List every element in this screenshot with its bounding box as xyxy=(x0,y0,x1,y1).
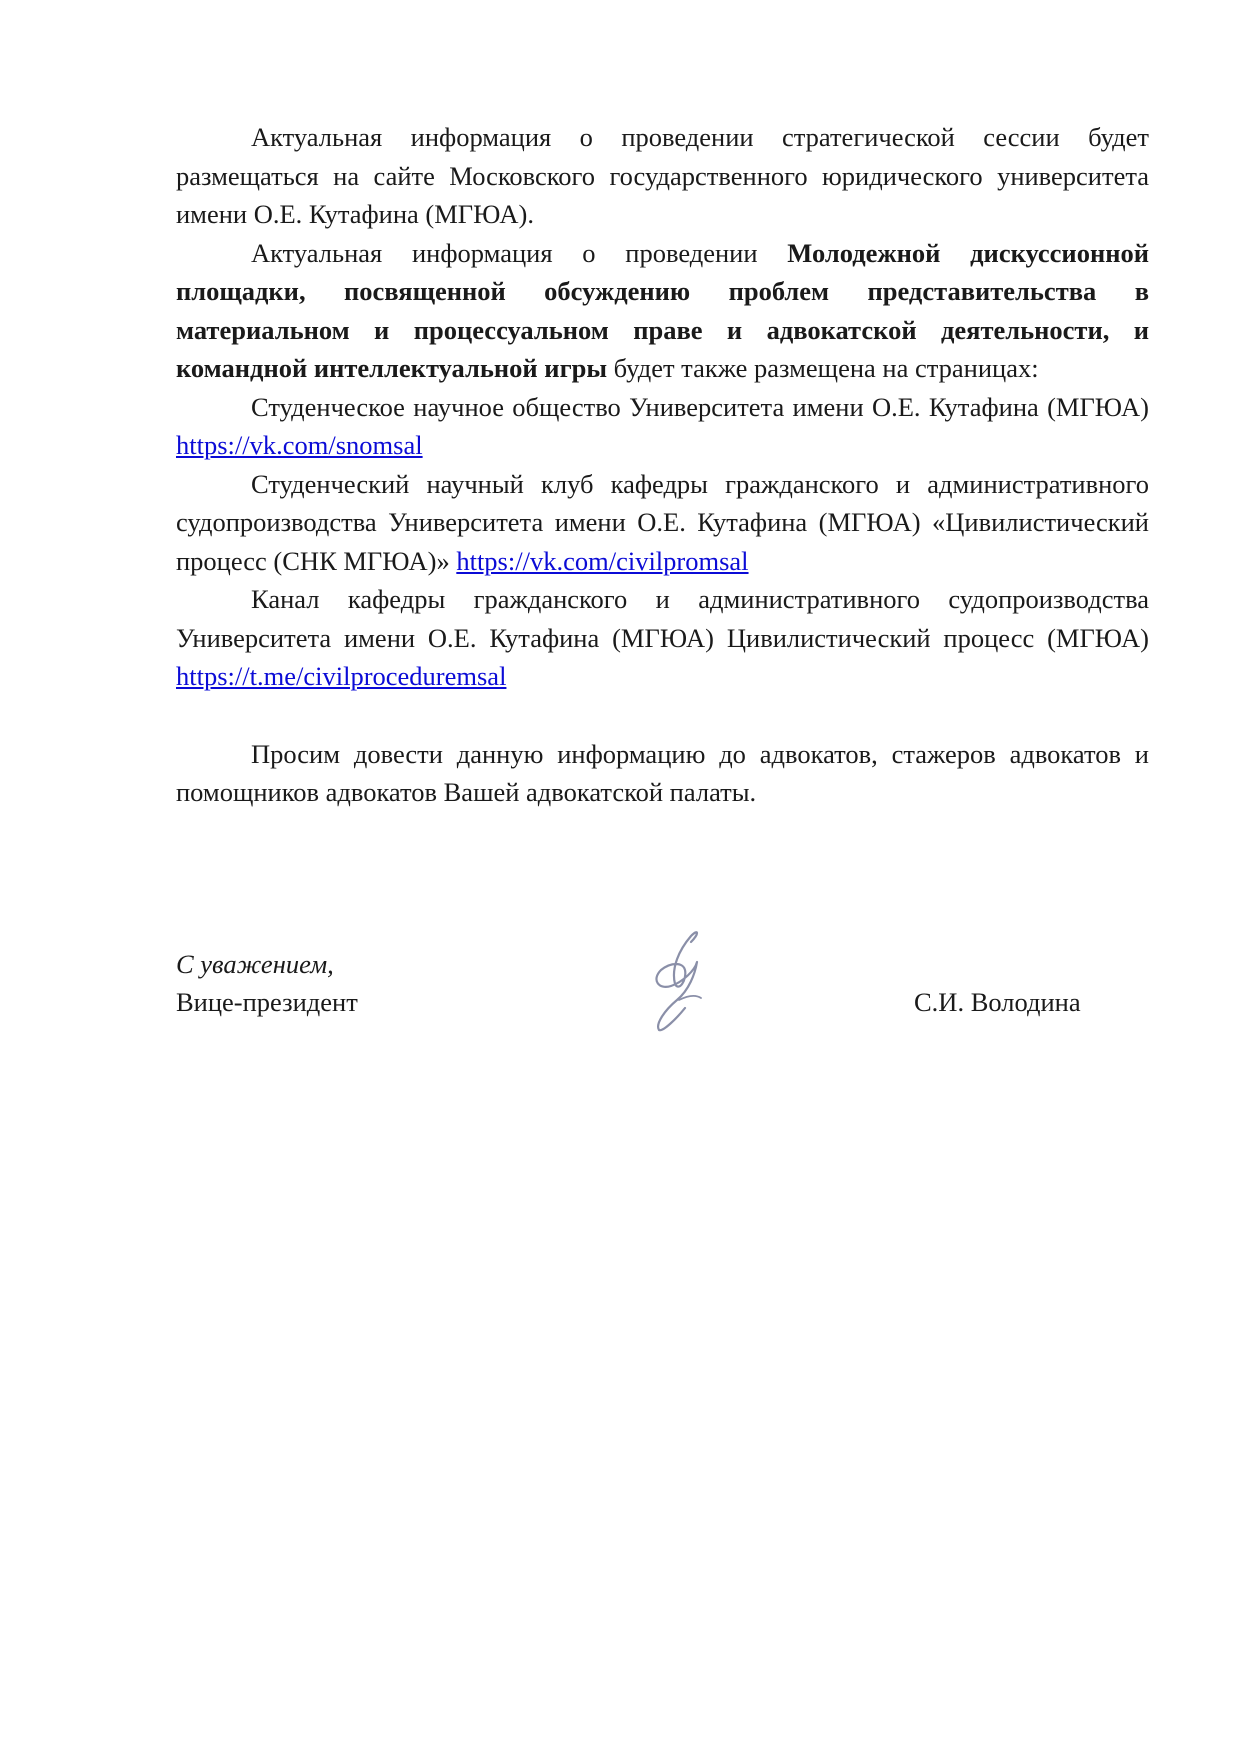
closing-salutation: С уважением, xyxy=(176,949,334,979)
paragraph-session-info-text: Актуальная информация о проведении стратегической сессии будет размещаться на сайте Московского государственного юридического университета имени О.Е. Кутафина (МГЮА). xyxy=(176,122,1149,229)
student-society-text: Студенческое научное общество Университета имени О.Е. Кутафина (МГЮА) xyxy=(251,391,1149,422)
signer-name: С.И. Володина xyxy=(914,987,1081,1017)
department-channel-link[interactable]: https://t.me/civilproceduremsal xyxy=(176,661,507,691)
signature-stroke xyxy=(656,932,697,1030)
department-channel-text: Канал кафедры гражданского и административного судопроизводства Университета имени О.Е. Кутафина (МГЮА) Цивилистический процесс (МГЮА) xyxy=(176,584,1149,653)
student-society-link[interactable]: https://vk.com/snomsal xyxy=(176,430,423,460)
letter-body xyxy=(176,118,1149,812)
paragraph-platform-info-lead: Актуальная информация о проведении xyxy=(251,237,788,268)
paragraph-request xyxy=(176,735,1149,812)
event-title-bold: Молодежной дискуссионной площадки, посвященной обсуждению проблем представительства в материальном и процессуальном праве и адвокатской деятельности, и командной интеллектуальной игры xyxy=(176,237,1150,383)
paragraph-session-info xyxy=(176,118,1149,234)
student-club-link[interactable]: https://vk.com/civilpromsal xyxy=(456,545,749,576)
paragraph-platform-info-tail: будет также размещена на страницах: xyxy=(607,353,1039,383)
paragraph-student-club xyxy=(176,465,1149,581)
signer-position: Вице-президент xyxy=(176,987,358,1017)
paragraph-student-society xyxy=(176,388,1149,465)
paragraph-department-channel xyxy=(176,580,1149,696)
paragraph-platform-info xyxy=(176,234,1149,388)
handwritten-signature xyxy=(625,900,735,1070)
student-club-text: Студенческий научный клуб кафедры гражданского и административного судопроизводства Университета имени О.Е. Кутафина (МГЮА) «Цивилистический процесс (СНК МГЮА)» xyxy=(176,468,1149,576)
request-text: Просим довести данную информацию до адвокатов, стажеров адвокатов и помощников адвокатов Вашей адвокатской палаты. xyxy=(176,738,1149,807)
